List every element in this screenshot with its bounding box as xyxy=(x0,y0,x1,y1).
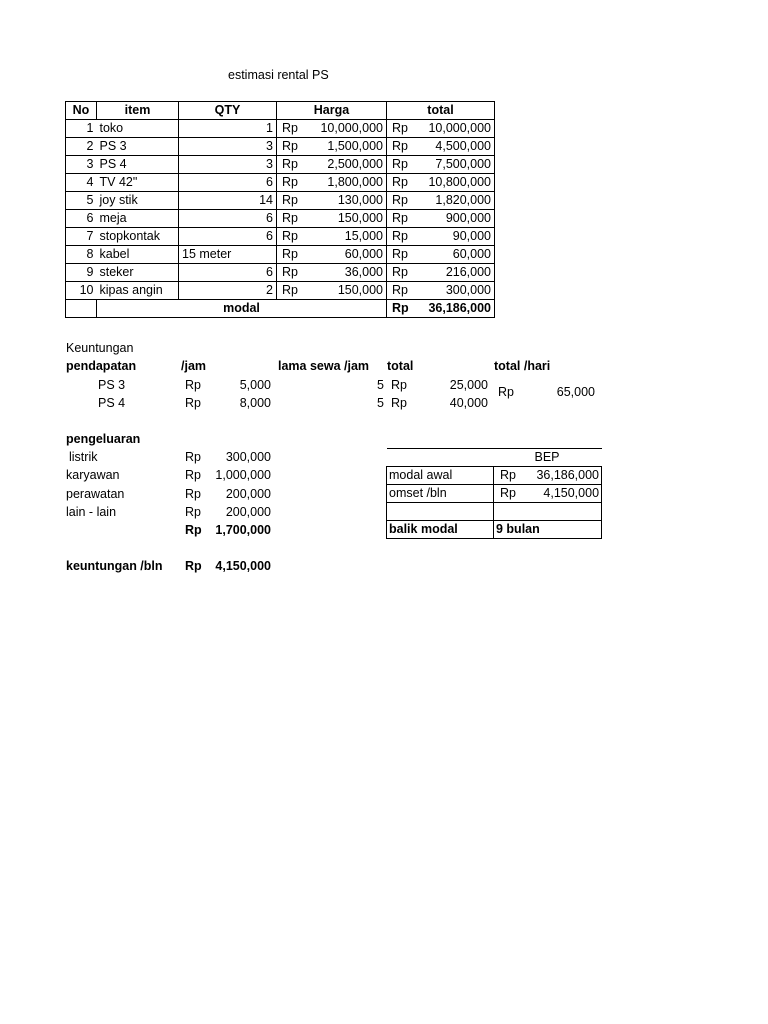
lama-sewa-value: 5 xyxy=(377,378,384,392)
pengeluaran-item: lain - lain xyxy=(66,505,117,519)
currency-label: Rp xyxy=(185,468,201,482)
row-total xyxy=(387,192,495,210)
total-hari-value: 65,000 xyxy=(556,385,595,399)
table-row xyxy=(66,228,495,246)
bep-empty-cell xyxy=(494,503,602,521)
currency-label: Rp xyxy=(392,175,408,189)
row-no: 6 xyxy=(66,210,97,228)
pengeluaran-total: 1,700,000 xyxy=(215,523,271,537)
pengeluaran-value: 200,000 xyxy=(225,487,271,501)
per-jam-value: 5,000 xyxy=(239,378,271,392)
table-row xyxy=(66,174,495,192)
row-harga xyxy=(277,282,387,300)
harga-value: 1,500,000 xyxy=(327,139,383,153)
pendapatan-total: 25,000 xyxy=(449,378,488,392)
total-value: 60,000 xyxy=(452,247,491,261)
table-row xyxy=(66,156,495,174)
currency-label: Rp xyxy=(282,139,298,153)
sheet-title: estimasi rental PS xyxy=(228,68,329,82)
bep-modal-awal-value: 36,186,000 xyxy=(536,468,600,482)
currency-label: Rp xyxy=(392,265,408,279)
row-qty: 3 xyxy=(179,138,277,156)
total-value: 300,000 xyxy=(445,283,491,297)
harga-value: 1,800,000 xyxy=(327,175,383,189)
pengeluaran-value: 300,000 xyxy=(225,450,271,464)
bep-balik-modal-row xyxy=(387,521,602,539)
bep-empty-cell xyxy=(387,503,494,521)
keuntungan-label: Keuntungan xyxy=(66,341,134,355)
row-no: 5 xyxy=(66,192,97,210)
row-qty: 3 xyxy=(179,156,277,174)
currency-label: Rp xyxy=(391,378,407,392)
currency-label: Rp xyxy=(392,283,408,297)
row-item: PS 4 xyxy=(97,156,179,174)
modal-table xyxy=(65,101,495,318)
currency-label: Rp xyxy=(282,211,298,225)
pengeluaran-value: 200,000 xyxy=(225,505,271,519)
harga-value: 150,000 xyxy=(337,283,383,297)
currency-label: Rp xyxy=(392,193,408,207)
currency-label: Rp xyxy=(185,559,202,573)
currency-label: Rp xyxy=(500,486,516,500)
lama-sewa-value: 5 xyxy=(377,396,384,410)
header-qty: QTY xyxy=(179,102,277,120)
table-row xyxy=(66,246,495,264)
header-no: No xyxy=(66,102,97,120)
currency-label: Rp xyxy=(392,229,408,243)
bep-empty-row xyxy=(387,503,602,521)
pengeluaran-item: listrik xyxy=(69,450,98,464)
bep-omset-row xyxy=(387,485,602,503)
currency-label: Rp xyxy=(282,247,298,261)
currency-label: Rp xyxy=(282,121,298,135)
row-total xyxy=(387,174,495,192)
pendapatan-item: PS 4 xyxy=(98,396,126,410)
total-hari-header: total /hari xyxy=(494,359,551,373)
currency-label: Rp xyxy=(500,468,516,482)
row-harga xyxy=(277,210,387,228)
row-item: PS 3 xyxy=(97,138,179,156)
currency-label: Rp xyxy=(498,385,514,399)
row-harga xyxy=(277,174,387,192)
pengeluaran-item: karyawan xyxy=(66,468,120,482)
harga-value: 15,000 xyxy=(344,229,383,243)
row-item: kipas angin xyxy=(97,282,179,300)
row-item: steker xyxy=(97,264,179,282)
total-value: 900,000 xyxy=(445,211,491,225)
harga-value: 2,500,000 xyxy=(327,157,383,171)
modal-label: modal xyxy=(97,300,387,318)
row-harga xyxy=(277,138,387,156)
row-qty: 1 xyxy=(179,120,277,138)
table-row xyxy=(66,138,495,156)
keuntungan-bln-value: 4,150,000 xyxy=(215,559,271,573)
pengeluaran-item: perawatan xyxy=(66,487,125,501)
row-no: 8 xyxy=(66,246,97,264)
currency-label: Rp xyxy=(392,139,408,153)
modal-total-row xyxy=(66,300,495,318)
bep-omset-value: 4,150,000 xyxy=(543,486,600,500)
row-item: meja xyxy=(97,210,179,228)
currency-label: Rp xyxy=(392,211,408,225)
per-jam-header: /jam xyxy=(181,359,207,373)
header-harga: Harga xyxy=(277,102,387,120)
bep-balik-modal-label: balik modal xyxy=(387,521,494,539)
row-no: 10 xyxy=(66,282,97,300)
table-row xyxy=(66,210,495,228)
currency-label: Rp xyxy=(185,487,201,501)
currency-label: Rp xyxy=(282,229,298,243)
table-header-row xyxy=(66,102,495,120)
table-row xyxy=(66,192,495,210)
total-value: 216,000 xyxy=(445,265,491,279)
table-row xyxy=(66,282,495,300)
modal-total-value: 36,186,000 xyxy=(428,301,491,315)
bep-table xyxy=(386,448,602,539)
harga-value: 10,000,000 xyxy=(320,121,383,135)
row-qty: 2 xyxy=(179,282,277,300)
currency-label: Rp xyxy=(282,157,298,171)
lama-sewa-header: lama sewa /jam xyxy=(278,359,370,373)
total-value: 90,000 xyxy=(452,229,491,243)
total-value: 1,820,000 xyxy=(435,193,491,207)
currency-label: Rp xyxy=(282,265,298,279)
currency-label: Rp xyxy=(185,450,201,464)
row-total xyxy=(387,210,495,228)
currency-label: Rp xyxy=(185,505,201,519)
total-value: 10,800,000 xyxy=(428,175,491,189)
row-no: 3 xyxy=(66,156,97,174)
total-value: 4,500,000 xyxy=(435,139,491,153)
modal-total-cell xyxy=(387,300,495,318)
pengeluaran-label: pengeluaran xyxy=(66,432,141,446)
row-harga xyxy=(277,264,387,282)
keuntungan-bln-label: keuntungan /bln xyxy=(66,559,163,573)
bep-balik-modal-value: 9 bulan xyxy=(494,521,602,539)
bep-omset-label: omset /bln xyxy=(387,485,494,503)
pendapatan-header: pendapatan xyxy=(66,359,137,373)
row-harga xyxy=(277,156,387,174)
currency-label: Rp xyxy=(282,283,298,297)
row-total xyxy=(387,138,495,156)
currency-label: Rp xyxy=(282,175,298,189)
row-item: stopkontak xyxy=(97,228,179,246)
row-qty: 6 xyxy=(179,210,277,228)
row-qty: 6 xyxy=(179,174,277,192)
currency-label: Rp xyxy=(185,378,201,392)
pengeluaran-value: 1,000,000 xyxy=(215,468,271,482)
row-no: 1 xyxy=(66,120,97,138)
row-harga xyxy=(277,228,387,246)
bep-modal-awal-label: modal awal xyxy=(387,467,494,485)
row-total xyxy=(387,156,495,174)
row-item: TV 42" xyxy=(97,174,179,192)
bep-omset-cell xyxy=(494,485,602,503)
row-total xyxy=(387,264,495,282)
harga-value: 60,000 xyxy=(344,247,383,261)
row-qty: 15 meter xyxy=(179,246,277,264)
row-qty: 6 xyxy=(179,228,277,246)
row-harga xyxy=(277,120,387,138)
total-header: total xyxy=(387,359,414,373)
bep-modal-awal-row xyxy=(387,467,602,485)
row-total xyxy=(387,246,495,264)
row-no: 7 xyxy=(66,228,97,246)
row-no: 9 xyxy=(66,264,97,282)
bep-modal-awal-cell xyxy=(494,467,602,485)
row-harga xyxy=(277,246,387,264)
currency-label: Rp xyxy=(185,523,202,537)
header-item: item xyxy=(97,102,179,120)
row-harga xyxy=(277,192,387,210)
currency-label: Rp xyxy=(392,301,409,315)
total-value: 7,500,000 xyxy=(435,157,491,171)
table-row xyxy=(66,264,495,282)
header-total: total xyxy=(387,102,495,120)
row-item: kabel xyxy=(97,246,179,264)
row-no: 2 xyxy=(66,138,97,156)
currency-label: Rp xyxy=(282,193,298,207)
row-qty: 6 xyxy=(179,264,277,282)
bep-title: BEP xyxy=(387,449,602,467)
row-item: joy stik xyxy=(97,192,179,210)
row-no: 4 xyxy=(66,174,97,192)
row-total xyxy=(387,120,495,138)
total-value: 10,000,000 xyxy=(428,121,491,135)
pendapatan-total: 40,000 xyxy=(449,396,488,410)
currency-label: Rp xyxy=(185,396,201,410)
currency-label: Rp xyxy=(391,396,407,410)
harga-value: 130,000 xyxy=(337,193,383,207)
bep-title-row xyxy=(387,449,602,467)
row-qty: 14 xyxy=(179,192,277,210)
row-total xyxy=(387,228,495,246)
currency-label: Rp xyxy=(392,121,408,135)
modal-empty-cell xyxy=(66,300,97,318)
harga-value: 36,000 xyxy=(344,265,383,279)
pendapatan-item: PS 3 xyxy=(98,378,126,392)
row-total xyxy=(387,282,495,300)
currency-label: Rp xyxy=(392,157,408,171)
harga-value: 150,000 xyxy=(337,211,383,225)
currency-label: Rp xyxy=(392,247,408,261)
row-item: toko xyxy=(97,120,179,138)
table-row xyxy=(66,120,495,138)
per-jam-value: 8,000 xyxy=(239,396,271,410)
